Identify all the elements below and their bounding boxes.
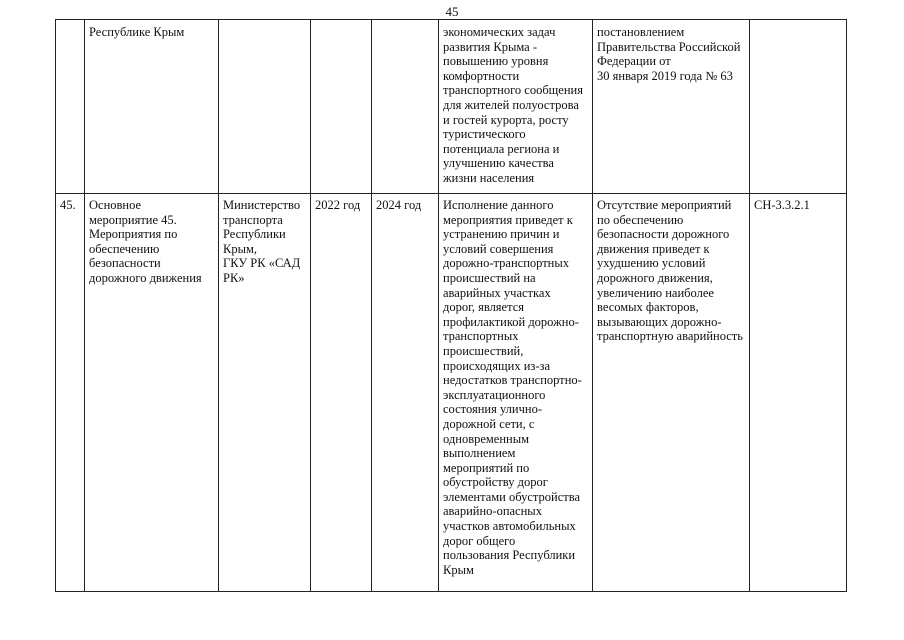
- cell-end-year: 2024 год: [372, 194, 439, 592]
- table-row-45: [56, 194, 847, 592]
- table-row-continuation: [56, 20, 847, 194]
- cell-expected-result: экономических задач развития Крыма - повышению уровня комфортности транспортного сообщения для жителей полуострова и гостей курорта, росту туристического потенциала региона и улучшению качества жизни населения: [439, 20, 593, 194]
- cell-start-year: 2022 год: [311, 194, 372, 592]
- cell-end-year: [372, 20, 439, 194]
- cell-executor: Министерство транспорта Республики Крым, ГКУ РК «САД РК»: [219, 194, 311, 592]
- cell-start-year: [311, 20, 372, 194]
- cell-measure-name: Республике Крым: [85, 20, 219, 194]
- measures-table: [55, 19, 847, 592]
- cell-consequences: Отсутствие мероприятий по обеспечению безопасности дорожного движения приведет к ухудшению условий дорожного движения, увеличению наиболее весомых факторов, вызывающих дорожно- транспортную аварийность: [593, 194, 750, 592]
- cell-expected-result: Исполнение данного мероприятия приведет к устранению причин и условий совершения дорожно-транспортных происшествий на аварийных участках дорог, является профилактикой дорожно- транспортных происшествий, происходящих из-за недостатков транспортно- эксплуатационного состояния улично- дорожной сети, с одновременным выполнением мероприятий по обустройству дорог элементами обустройства аварийно-опасных участков автомобильных дорог общего пользования Республики Крым: [439, 194, 593, 592]
- cell-number: [56, 20, 85, 194]
- cell-number: 45.: [56, 194, 85, 592]
- cell-indicator: СН-3.3.2.1: [750, 194, 847, 592]
- cell-measure-name: Основное мероприятие 45. Мероприятия по обеспечению безопасности дорожного движения: [85, 194, 219, 592]
- page-number: 45: [445, 4, 459, 19]
- cell-executor: [219, 20, 311, 194]
- cell-consequences: постановлением Правительства Российской Федерации от 30 января 2019 года № 63: [593, 20, 750, 194]
- cell-indicator: [750, 20, 847, 194]
